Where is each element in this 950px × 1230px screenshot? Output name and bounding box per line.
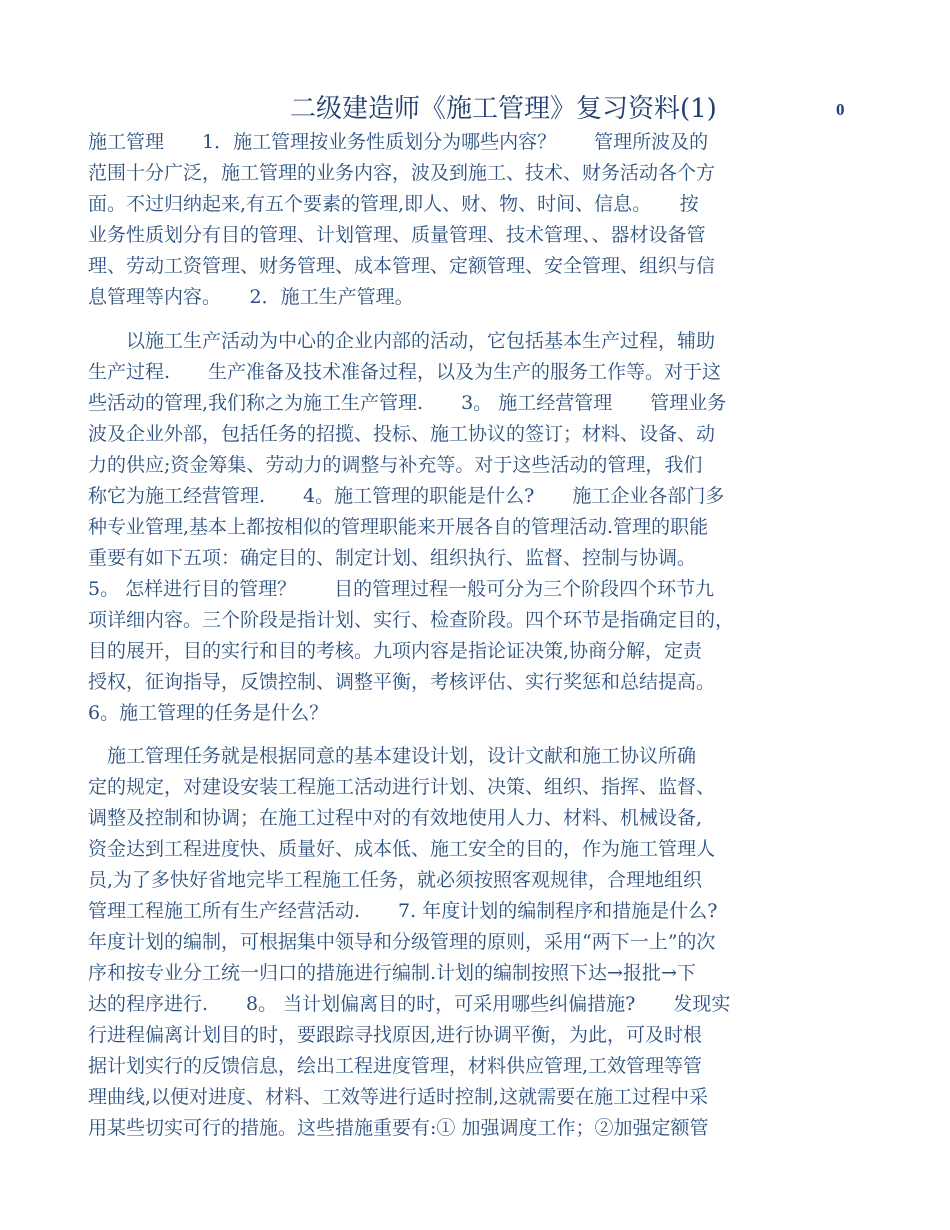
text-line: 力的供应;资金筹集、劳动力的调整与补充等。对于这些活动的管理，我们 bbox=[88, 454, 703, 476]
text-line: 施工管理任务就是根据同意的基本建设计划，设计文献和施工协议所确 bbox=[88, 745, 697, 767]
text-line: 序和按专业分工统一归口的措施进行编制.计划的编制按照下达→报批→下 bbox=[88, 962, 696, 984]
text-line: 些活动的管理,我们称之为施工生产管理. 3。 施工经营管理 管理业务 bbox=[88, 392, 727, 414]
text-line: 生产过程. 生产准备及技术准备过程，以及为生产的服务工作等。对于这 bbox=[88, 361, 722, 383]
text-line: 资金达到工程进度快、质量好、成本低、施工安全的目的，作为施工管理人 bbox=[88, 838, 716, 860]
text-line: 年度计划的编制，可根据集中领导和分级管理的原则，采用“两下一上”的次 bbox=[88, 931, 716, 953]
text-line: 员,为了多快好省地完毕工程施工任务，就必须按照客观规律，合理地组织 bbox=[88, 869, 703, 891]
page-marker: 0 bbox=[836, 100, 845, 119]
document-title: 二级建造师《施工管理》复习资料(1) bbox=[290, 94, 717, 124]
text-line: 5。 怎样进行目的管理？ 目的管理过程一般可分为三个阶段四个环节九 bbox=[88, 578, 715, 600]
text-line: 息管理等内容。 2．施工生产管理。 bbox=[88, 286, 414, 308]
text-line: 定的规定，对建设安装工程施工活动进行计划、决策、组织、指挥、监督、 bbox=[88, 776, 716, 798]
text-line: 达的程序进行. 8。 当计划偏离目的时，可采用哪些纠偏措施? 发现实 bbox=[88, 993, 731, 1015]
text-line: 面。不过归纳起来,有五个要素的管理,即人、财、物、时间、信息。 按 bbox=[88, 193, 699, 215]
text-line: 管理工程施工所有生产经营活动. 7. 年度计划的编制程序和措施是什么? bbox=[88, 900, 718, 922]
text-line: 据计划实行的反馈信息，绘出工程进度管理，材料供应管理,工效管理等管 bbox=[88, 1055, 703, 1077]
text-line: 称它为施工经营管理. 4。施工管理的职能是什么? 施工企业各部门多 bbox=[88, 485, 725, 507]
text-line: 用某些切实可行的措施。这些措施重要有:① 加强调度工作；②加强定额管 bbox=[88, 1117, 709, 1139]
text-line: 以施工生产活动为中心的企业内部的活动，它包括基本生产过程，辅助 bbox=[88, 330, 716, 352]
paragraph-1 bbox=[88, 127, 878, 313]
text-line: 授权，征询指导，反馈控制、调整平衡，考核评估、实行奖惩和总结提高。 bbox=[88, 671, 716, 693]
text-line: 6。施工管理的任务是什么？ bbox=[88, 702, 329, 724]
text-line: 目的展开，目的实行和目的考核。九项内容是指论证决策,协商分解，定责 bbox=[88, 640, 703, 662]
text-line: 行进程偏离计划目的时，要跟踪寻找原因,进行协调平衡，为此，可及时根 bbox=[88, 1024, 703, 1046]
paragraph-3 bbox=[88, 741, 878, 1144]
text-line: 施工管理 1．施工管理按业务性质划分为哪些内容？ 管理所波及的 bbox=[88, 131, 709, 153]
text-line: 范围十分广泛，施工管理的业务内容，波及到施工、技术、财务活动各个方 bbox=[88, 162, 716, 184]
text-line: 理曲线,以便对进度、材料、工效等进行适时控制,这就需要在施工过程中采 bbox=[88, 1086, 709, 1108]
text-line: 种专业管理,基本上都按相似的管理职能来开展各自的管理活动.管理的职能 bbox=[88, 516, 709, 538]
text-line: 重要有如下五项：确定目的、制定计划、组织执行、监督、控制与协调。 bbox=[88, 547, 697, 569]
text-line: 波及企业外部，包括任务的招揽、投标、施工协议的签订；材料、设备、动 bbox=[88, 423, 716, 445]
text-line: 业务性质划分有目的管理、计划管理、质量管理、技术管理、、器材设备管 bbox=[88, 224, 706, 246]
paragraph-2 bbox=[88, 326, 878, 729]
text-line: 理、劳动工资管理、财务管理、成本管理、定额管理、安全管理、组织与信 bbox=[88, 255, 716, 277]
text-line: 项详细内容。三个阶段是指计划、实行、检查阶段。四个环节是指确定目的， bbox=[88, 609, 735, 631]
text-line: 调整及控制和协调；在施工过程中对的有效地使用人力、材料、机械设备, bbox=[88, 807, 703, 829]
